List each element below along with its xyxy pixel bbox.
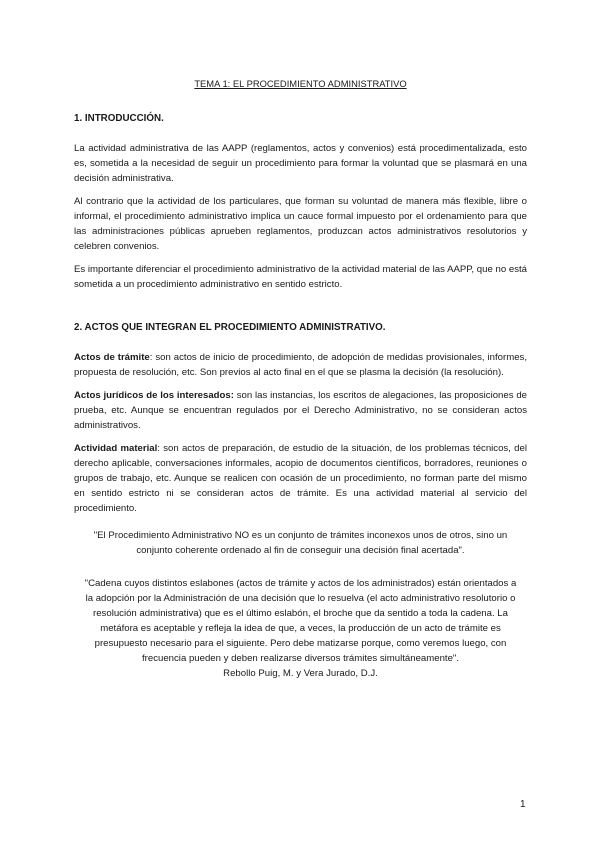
definition-paragraph [74,350,527,380]
page-number: 1 [520,799,526,810]
definition-text: son las instancias, los escritos de alegaciones, las proposiciones de prueba, etc. Aunque se encuentran regulados por el Derecho Administrativo, no se consideran actos administrativos. [74,390,527,431]
section-heading-introduccion: 1. INTRODUCCIÓN. [74,113,164,124]
definition-term: Actividad material [74,443,158,454]
section-heading-actos: 2. ACTOS QUE INTEGRAN EL PROCEDIMIENTO ADMINISTRATIVO. [74,322,386,333]
quote-author: Rebollo Puig, M. y Vera Jurado, D.J. [223,668,378,679]
definition-text: : son actos de inicio de procedimiento, de adopción de medidas provisionales, informes, propuesta de resolución, etc. Son previos al acto final en el que se plasma la decisión (la resolución). [74,352,528,378]
quote-block-cited [74,576,527,681]
definition-term: Actos de trámite [74,352,150,363]
paragraph: La actividad administrativa de las AAPP (reglamentos, actos y convenios) está procedimentalizada, esto es, sometida a la necesidad de seguir un procedimiento para formar la voluntad que se plasmará en una decisión administrativa. [74,143,527,184]
definition-paragraph [74,441,527,516]
paragraph: Es importante diferenciar el procedimiento administrativo de la actividad material de las AAPP, que no está sometida a un procedimiento administrativo en sentido estricto. [74,264,527,290]
definition-text: : son actos de preparación, de estudio de la situación, de los problemas técnicos, del derecho aplicable, conversaciones informales, acopio de documentos científicos, borradores, reuniones o grupos de trabajo, etc. Aunque se realicen con ocasión de un procedimiento, no forman parte del mismo en sentido estricto ni se consideran actos de trámite. Es una actividad material al servicio del procedimiento. [74,443,527,514]
definition-paragraph [74,388,527,433]
quote-text: "Cadena cuyos distintos eslabones (actos de trámite y actos de los administrados) están orientados a la adopción por la Administración de una decisión que lo resuelva (el acto administrativo resolutorio o resolución administrativa) que es el último eslabón, el broche que da sentido a toda la cadena. La metáfora es aceptable y refleja la idea de que, a veces, la producción de un acto de trámite es presupuesto necesario para el siguiente. Pero debe matizarse porque, como veremos luego, con frecuencia pueden y deben realizarse diversos trámites simultáneamente". [84,578,517,664]
document-page [74,76,527,689]
paragraph: Al contrario que la actividad de los particulares, que forman su voluntad de manera más flexible, libre o informal, el procedimiento administrativo implica un cauce formal impuesto por el ordenamiento para que las administraciones públicas aprueben reglamentos, produzcan actos administrativos resolutorios y celebren convenios. [74,196,527,252]
document-title: TEMA 1: EL PROCEDIMIENTO ADMINISTRATIVO [194,78,407,89]
definition-term: Actos jurídicos de los interesados: [74,390,234,401]
quote-block: "El Procedimiento Administrativo NO es un conjunto de trámites inconexos unos de otros, sino un conjunto coherente ordenado al fin de conseguir una decisión final acertada". [93,530,508,556]
